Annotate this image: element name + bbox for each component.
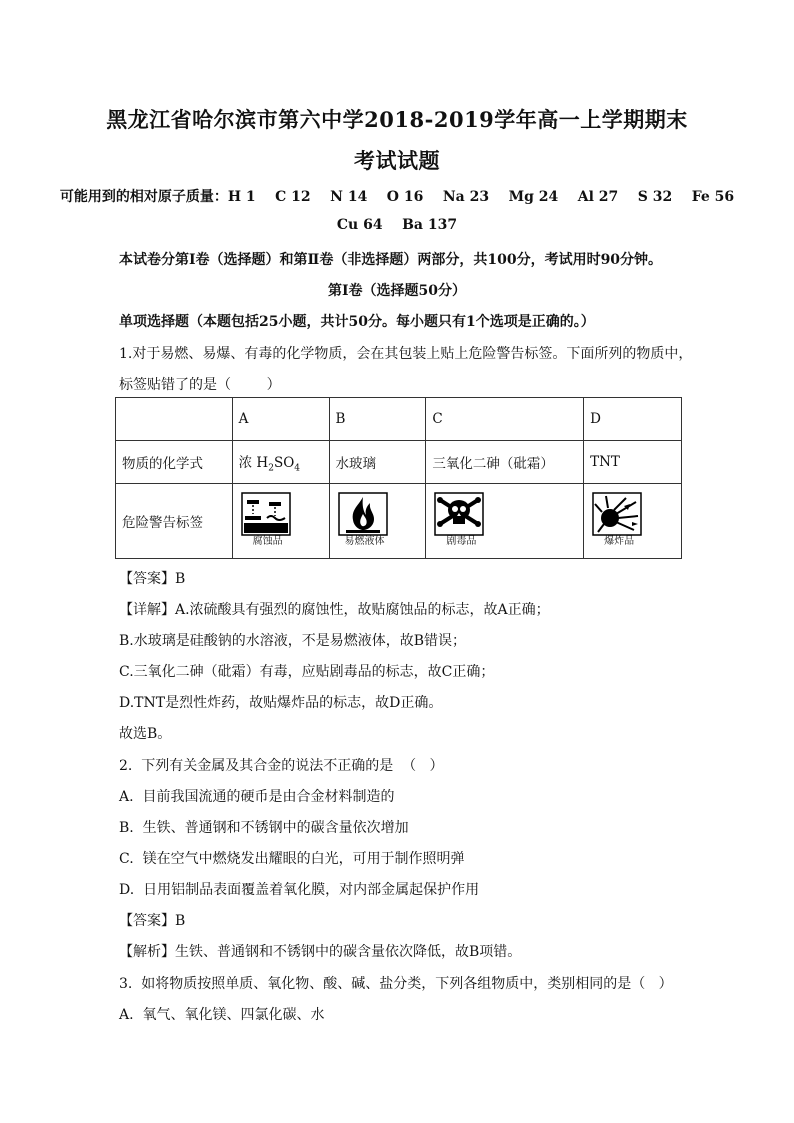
atomic-masses-line-1: 可能用到的相对原子质量：H 1 C 12 N 14 O 16 Na 23 Mg 24 Al 27 S 32 Fe 56: [59, 189, 735, 205]
q1-explain-4: D.TNT是烈性炸药，故贴爆炸品的标志，故D正确。: [119, 695, 443, 711]
q1-explain-2: B.水玻璃是硅酸钠的水溶液，不是易燃液体，故B错误；: [119, 633, 467, 649]
formula-a: 浓 $H_2SO_4$: [232, 441, 329, 484]
corrosive-hazard-icon: 腐蚀品: [241, 492, 299, 550]
q2-option-d: D. 日用铝制品表面覆盖着氧化膜，对内部金属起保护作用: [119, 882, 480, 898]
section-1-title: 第Ⅰ卷（选择题50分）: [327, 283, 467, 299]
hazard-cell-c: [426, 484, 584, 559]
table-row: [116, 484, 682, 559]
table-header-d: D: [584, 398, 682, 441]
hazard-cell-a: [232, 484, 329, 559]
q2-option-b: B. 生铁、普通钢和不锈钢中的碳含量依次增加: [119, 820, 409, 836]
atomic-masses-line-2: Cu 64 Ba 137: [336, 217, 458, 233]
table-header-c: C: [426, 398, 584, 441]
exam-intro: 本试卷分第Ⅰ卷（选择题）和第Ⅱ卷（非选择题）两部分，共100分，考试用时90分钟。: [119, 252, 663, 268]
title-line-2: 考试试题: [354, 148, 440, 173]
q1-table: [115, 397, 682, 559]
formula-c: 三氧化二砷（砒霜）: [426, 441, 584, 484]
toxic-skull-icon: 剧毒品: [434, 492, 492, 550]
row-label-hazard: 危险警告标签: [116, 484, 233, 559]
q1-answer: 【答案】B: [119, 571, 186, 587]
hazard-cell-b: [329, 484, 426, 559]
q1-stem-line-1: 1.对于易燃、易爆、有毒的化学物质，会在其包装上贴上危险警告标签。下面所列的物质中，: [119, 346, 693, 362]
q1-explain-1: 【详解】A.浓硫酸具有强烈的腐蚀性，故贴腐蚀品的标志，故A正确；: [119, 602, 550, 618]
q2-option-c: C. 镁在空气中燃烧发出耀眼的白光，可用于制作照明弹: [119, 851, 465, 867]
q2-answer: 【答案】B: [119, 913, 186, 929]
table-cell: [116, 398, 233, 441]
row-label-formula: 物质的化学式: [116, 441, 233, 484]
formula-b: 水玻璃: [329, 441, 426, 484]
q1-explain-5: 故选B。: [119, 726, 172, 742]
title-line-1: 黑龙江省哈尔滨市第六中学2018-2019学年高一上学期期末: [106, 107, 688, 132]
formula-d: TNT: [584, 441, 682, 484]
q3-stem: 3. 如将物质按照单质、氧化物、酸、碱、盐分类，下列各组物质中，类别相同的是（ ）: [119, 976, 673, 992]
flammable-liquid-icon: 易燃液体: [338, 492, 396, 550]
explosive-icon: 爆炸品: [592, 492, 650, 550]
table-row: [116, 441, 682, 484]
q3-option-a: A. 氧气、氧化镁、四氯化碳、水: [119, 1007, 325, 1023]
q1-stem-line-2: 标签贴错了的是（ ）: [119, 377, 281, 393]
table-header-b: B: [329, 398, 426, 441]
hazard-cell-d: [584, 484, 682, 559]
section-1-instruction: 单项选择题（本题包括25小题，共计50分。每小题只有1个选项是正确的。）: [119, 314, 595, 330]
q2-analysis: 【解析】生铁、普通钢和不锈钢中的碳含量依次降低，故B项错。: [119, 944, 522, 960]
q1-explain-3: C.三氧化二砷（砒霜）有毒，应贴剧毒品的标志，故C正确；: [119, 664, 495, 680]
table-header-a: A: [232, 398, 329, 441]
table-row: [116, 398, 682, 441]
q2-stem: 2. 下列有关金属及其合金的说法不正确的是 （ ）: [119, 758, 444, 774]
q2-option-a: A. 目前我国流通的硬币是由合金材料制造的: [119, 789, 395, 805]
